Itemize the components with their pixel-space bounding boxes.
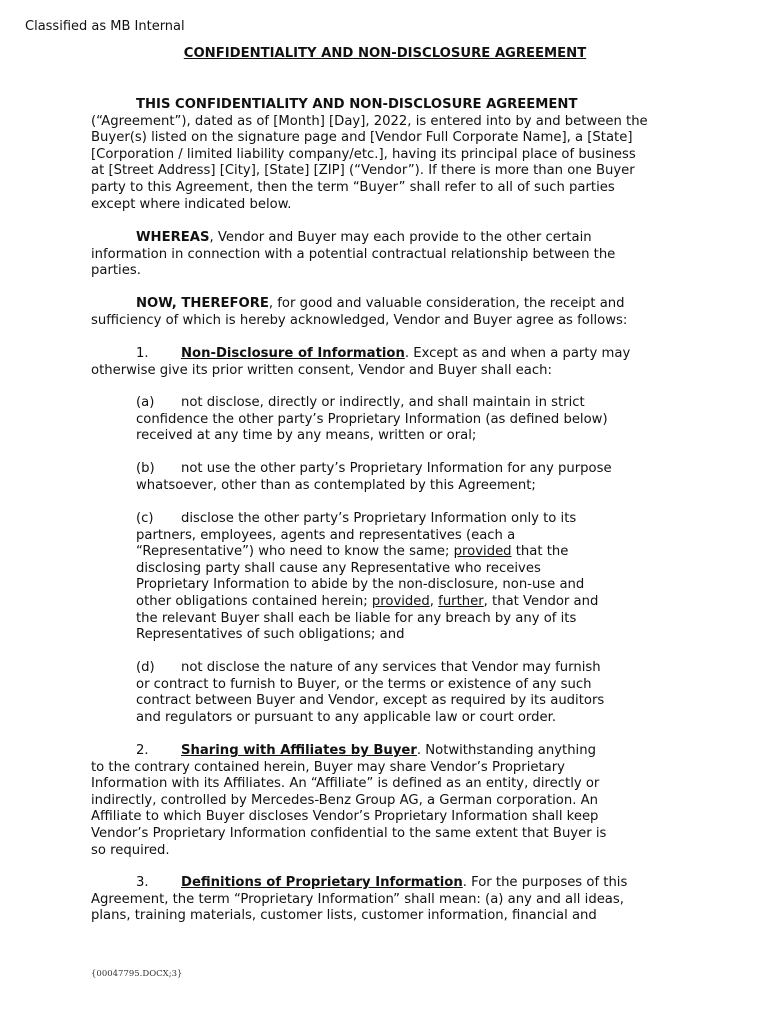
document-footer-id: {00047795.DOCX;3} bbox=[91, 969, 183, 979]
whereas-text: , Vendor and Buyer may each provide to the other certain bbox=[209, 230, 592, 245]
item-c-text: “Representative”) who need to know the same; bbox=[136, 544, 454, 560]
intro-line: Buyer(s) listed on the signature page and [Vendor Full Corporate Name], a [State] bbox=[91, 130, 633, 146]
section-1-number: 1. bbox=[136, 346, 149, 361]
section-2-text: . Notwithstanding anything bbox=[416, 743, 596, 758]
item-a-label: (a) bbox=[136, 395, 155, 410]
document-title-text: CONFIDENTIALITY AND NON-DISCLOSURE AGREEMENT bbox=[183, 46, 587, 61]
item-a-line: confidence the other party’s Proprietary Information (as defined below) bbox=[136, 411, 608, 427]
item-c-text: , bbox=[429, 593, 439, 609]
item-d-text: not disclose the nature of any services that Vendor may furnish bbox=[181, 660, 601, 675]
item-b-text: not use the other party’s Proprietary Information for any purpose bbox=[181, 461, 612, 476]
item-a-line: received at any time by any means, written or oral; bbox=[136, 428, 477, 444]
whereas-line: parties. bbox=[91, 263, 141, 279]
section-1-heading: Non-Disclosure of Information bbox=[181, 346, 405, 361]
item-c-text: , that Vendor and bbox=[483, 593, 599, 609]
intro-line: except where indicated below. bbox=[91, 196, 292, 212]
item-d-line: or contract to furnish to Buyer, or the terms or existence of any such bbox=[136, 676, 592, 692]
section-2 bbox=[91, 743, 686, 859]
item-b-line: whatsoever, other than as contemplated by this Agreement; bbox=[136, 477, 536, 493]
classification-label: Classified as MB Internal bbox=[25, 19, 185, 34]
item-d-label: (d) bbox=[136, 660, 155, 675]
item-c bbox=[136, 511, 676, 644]
item-d-line: and regulators or pursuant to any applicable law or court order. bbox=[136, 709, 557, 725]
intro-line: [Corporation / limited liability company/etc.], having its principal place of business bbox=[91, 146, 636, 162]
further-term: further bbox=[438, 593, 484, 609]
section-1 bbox=[91, 346, 686, 379]
section-3-line: Agreement, the term “Proprietary Information” shall mean: (a) any and all ideas, bbox=[91, 891, 624, 907]
item-c-label: (c) bbox=[136, 511, 154, 526]
item-c-text: that the bbox=[511, 544, 569, 560]
item-b-label: (b) bbox=[136, 461, 155, 476]
intro-lead: THIS CONFIDENTIALITY AND NON-DISCLOSURE AGREEMENT bbox=[136, 97, 578, 112]
section-2-heading: Sharing with Affiliates by Buyer bbox=[181, 743, 417, 758]
whereas-paragraph bbox=[91, 230, 686, 280]
intro-paragraph bbox=[91, 97, 686, 213]
section-2-line: Affiliate to which Buyer discloses Vendor’s Proprietary Information shall keep bbox=[91, 809, 599, 825]
whereas-bold: WHEREAS bbox=[136, 230, 210, 245]
section-2-line: so required. bbox=[91, 842, 170, 858]
section-1-line: otherwise give its prior written consent, Vendor and Buyer shall each: bbox=[91, 362, 552, 378]
section-2-line: to the contrary contained herein, Buyer may share Vendor’s Proprietary bbox=[91, 759, 565, 775]
item-a-text: not disclose, directly or indirectly, and shall maintain in strict bbox=[181, 395, 585, 410]
item-c-line: disclosing party shall cause any Representative who receives bbox=[136, 560, 541, 576]
section-2-line: Information with its Affiliates. An “Affiliate” is defined as an entity, directly or bbox=[91, 776, 600, 792]
item-c-line: partners, employees, agents and representatives (each a bbox=[136, 527, 516, 543]
now-therefore-bold: NOW, THEREFORE bbox=[136, 296, 269, 311]
item-a bbox=[136, 395, 676, 445]
item-c-line: Representatives of such obligations; and bbox=[136, 627, 405, 643]
section-3-line: plans, training materials, customer lists, customer information, financial and bbox=[91, 908, 597, 924]
item-c-text: disclose the other party’s Proprietary Information only to its bbox=[181, 511, 577, 526]
section-2-number: 2. bbox=[136, 743, 149, 758]
now-therefore-line: sufficiency of which is hereby acknowledged, Vendor and Buyer agree as follows: bbox=[91, 312, 628, 328]
intro-line: (“Agreement”), dated as of [Month] [Day], 2022, is entered into by and between the bbox=[91, 113, 648, 129]
section-2-line: indirectly, controlled by Mercedes-Benz Group AG, a German corporation. An bbox=[91, 792, 598, 808]
provided-term: provided bbox=[453, 544, 512, 560]
section-1-text: . Except as and when a party may bbox=[404, 346, 631, 361]
section-3-text: . For the purposes of this bbox=[462, 875, 628, 890]
now-therefore-text: , for good and valuable consideration, the receipt and bbox=[268, 296, 625, 311]
section-3-heading: Definitions of Proprietary Information bbox=[181, 875, 463, 890]
item-c-line: the relevant Buyer shall each be liable for any breach by any of its bbox=[136, 610, 577, 626]
item-b bbox=[136, 461, 676, 494]
section-2-line: Vendor’s Proprietary Information confidential to the same extent that Buyer is bbox=[91, 825, 607, 841]
section-3 bbox=[91, 875, 686, 925]
provided-term: provided bbox=[371, 593, 430, 609]
item-c-text: other obligations contained herein; bbox=[136, 593, 372, 609]
whereas-line: information in connection with a potential contractual relationship between the bbox=[91, 246, 616, 262]
now-therefore-paragraph bbox=[91, 296, 686, 329]
item-d-line: contract between Buyer and Vendor, except as required by its auditors bbox=[136, 693, 605, 709]
intro-line: party to this Agreement, then the term “Buyer” shall refer to all of such parties bbox=[91, 179, 615, 195]
intro-line: at [Street Address] [City], [State] [ZIP] (“Vendor”). If there is more than one Buyer bbox=[91, 163, 635, 179]
section-3-number: 3. bbox=[136, 875, 149, 890]
document-title bbox=[0, 46, 770, 63]
item-d bbox=[136, 660, 676, 726]
item-c-line: Proprietary Information to abide by the non-disclosure, non-use and bbox=[136, 577, 585, 593]
